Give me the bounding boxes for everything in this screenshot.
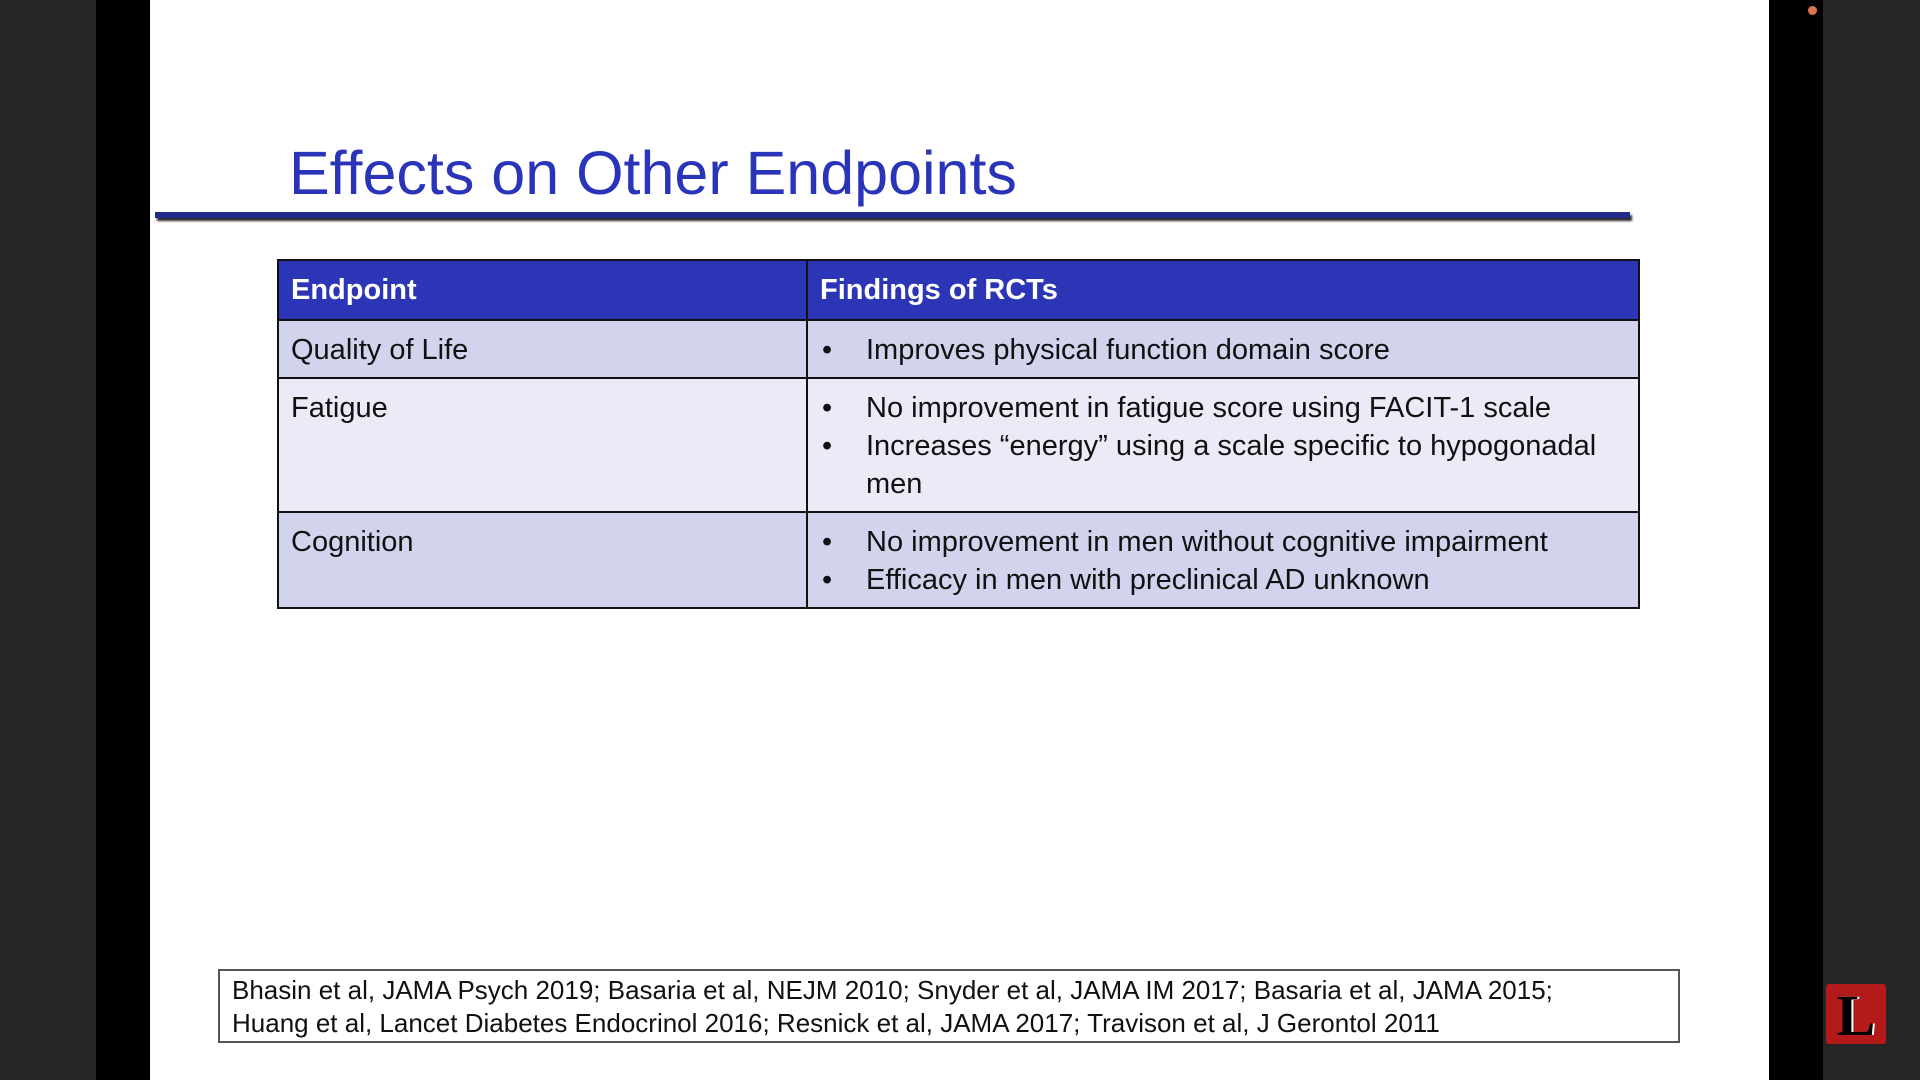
findings-list — [820, 523, 1626, 599]
findings-list — [820, 331, 1626, 369]
references-line-1: Bhasin et al, JAMA Psych 2019; Basaria et al, NEJM 2010; Snyder et al, JAMA IM 2017; Basaria et al, JAMA 2015; — [232, 975, 1553, 1005]
finding-item: • No improvement in fatigue score using FACIT-1 scale — [820, 389, 1626, 427]
findings-list — [820, 389, 1626, 503]
finding-item: • Increases “energy” using a scale specific to hypogonadal men — [820, 427, 1626, 503]
header-endpoint: Endpoint — [278, 260, 807, 320]
endpoints-table — [277, 259, 1640, 609]
table-row — [278, 320, 1639, 378]
table-header-row — [278, 260, 1639, 320]
table-row — [278, 512, 1639, 608]
letterbox-left — [96, 0, 150, 1080]
references-line-2: Huang et al, Lancet Diabetes Endocrinol 2016; Resnick et al, JAMA 2017; Travison et al, J Gerontol 2011 — [232, 1008, 1440, 1038]
findings-cell — [807, 378, 1639, 512]
slide-title: Effects on Other Endpoints — [289, 139, 1017, 207]
finding-item: • Efficacy in men with preclinical AD unknown — [820, 561, 1626, 599]
endpoint-cell: Fatigue — [278, 378, 807, 512]
endpoint-cell: Quality of Life — [278, 320, 807, 378]
logo-letter: L — [1836, 983, 1876, 1048]
letterbox-right — [1769, 0, 1823, 1080]
recording-indicator-icon — [1808, 6, 1817, 15]
endpoint-cell: Cognition — [278, 512, 807, 608]
table-row — [278, 378, 1639, 512]
finding-item: • No improvement in men without cognitive impairment — [820, 523, 1626, 561]
title-underline — [155, 212, 1630, 218]
slide — [150, 0, 1769, 1080]
findings-cell — [807, 512, 1639, 608]
findings-cell — [807, 320, 1639, 378]
university-logo-icon — [1826, 983, 1886, 1048]
header-findings: Findings of RCTs — [807, 260, 1639, 320]
references-box — [218, 969, 1680, 1043]
finding-item: • Improves physical function domain score — [820, 331, 1626, 369]
